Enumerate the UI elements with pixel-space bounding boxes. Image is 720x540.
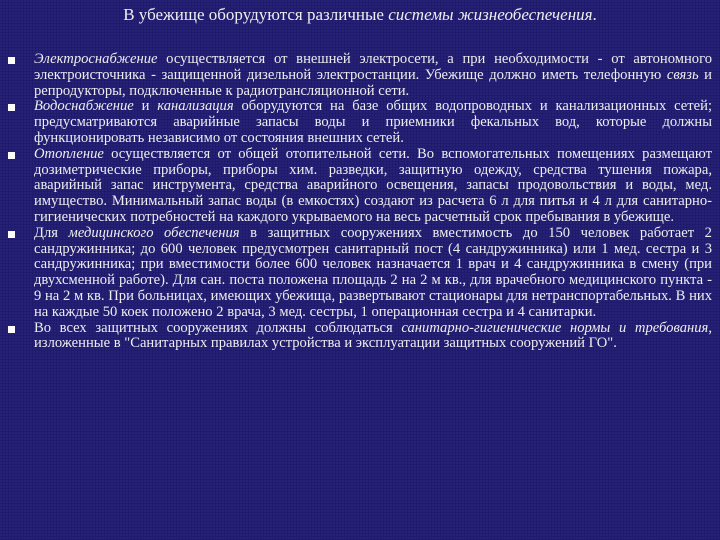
bullet-text: и — [133, 98, 158, 115]
bullet-text: в защитных сооружениях вместимость до 150 человек работает 2 сандружинника; до 600 человек предусмотрен санитарный пост (4 сандружинника) или 1 мед. сестра и 3 сандружинника; при вместимости более 600 человек назначается 1 врач и 4 сандружинника в смену (при двухсменной работе). Для сан. поста положена площадь 2 на 2 м кв., для врачебного медицинского пункта - 9 на 2 м кв. При больницах, имеющих убежища, развертывают стационары для нетранспортабельных. В них на каждые 50 коек положено 2 врача, 3 мед. сестры, 1 операционная сестра и 4 санитарки. — [34, 224, 712, 320]
slide-title — [0, 4, 720, 26]
bullet-emphasis: санитарно-гигиенические нормы и требования — [401, 319, 709, 336]
bullet-sanitary — [8, 321, 712, 353]
bullet-heating — [8, 147, 712, 226]
bullet-square-icon — [8, 326, 15, 333]
bullet-text: осуществляется от внешней электросети, а при необходимости - от автономного электроисточника - защищенной дизельной электростанции. Убежище должно иметь телефонную — [34, 51, 712, 83]
bullet-square-icon — [8, 152, 15, 159]
bullet-lead: Во всех защитных сооружениях должны соблюдаться — [34, 319, 402, 336]
bullet-emphasis-2: канализация — [157, 98, 234, 115]
title-tail: . — [592, 5, 597, 24]
bullet-water — [8, 99, 712, 146]
title-lead: В убежище оборудуются различные — [123, 5, 389, 24]
bullet-lead: Для — [34, 224, 69, 241]
bullet-emphasis: Водоснабжение — [34, 98, 134, 115]
bullet-square-icon — [8, 104, 15, 111]
title-emphasis: системы жизнеобеспечения — [388, 5, 593, 24]
bullet-square-icon — [8, 231, 15, 238]
bullet-list — [8, 52, 712, 352]
bullet-power — [8, 52, 712, 99]
bullet-emphasis: Электроснабжение — [34, 51, 158, 67]
bullet-medical — [8, 226, 712, 321]
bullet-emphasis-2: связь — [666, 66, 699, 83]
bullet-tail: оборудуются на базе общих водопроводных и канализационных сетей; предусматриваются аварийные запасы воды и приемники фекальных вод, которые должны функционировать независимо от состояния внешних сетей. — [34, 98, 712, 146]
bullet-square-icon — [8, 57, 15, 64]
bullet-text: осуществляется от общей отопительной сети. Во вспомогательных помещениях размещают дозиметрические приборы, приборы хим. разведки, защитную одежду, средства тушения пожара, аварийный запас инструмента, средства аварийного освещения, запасы продовольствия и воды, мед. имущество. Минимальный запас воды (в емкостях) создают из расчета 6 л для питья и 4 л для санитарно-гигиенических потребностей на каждого укрываемого на весь расчетный срок пребывания в убежище. — [34, 145, 712, 225]
bullet-emphasis: Отопление — [34, 145, 104, 162]
bullet-tail: и репродукторы, подключенные к радиотрансляционной сети. — [34, 66, 712, 99]
bullet-emphasis: медицинского обеспечения — [68, 224, 240, 241]
bullet-text: , изложенные в "Санитарных правилах устройства и эксплуатации защитных сооружений ГО". — [34, 319, 712, 352]
